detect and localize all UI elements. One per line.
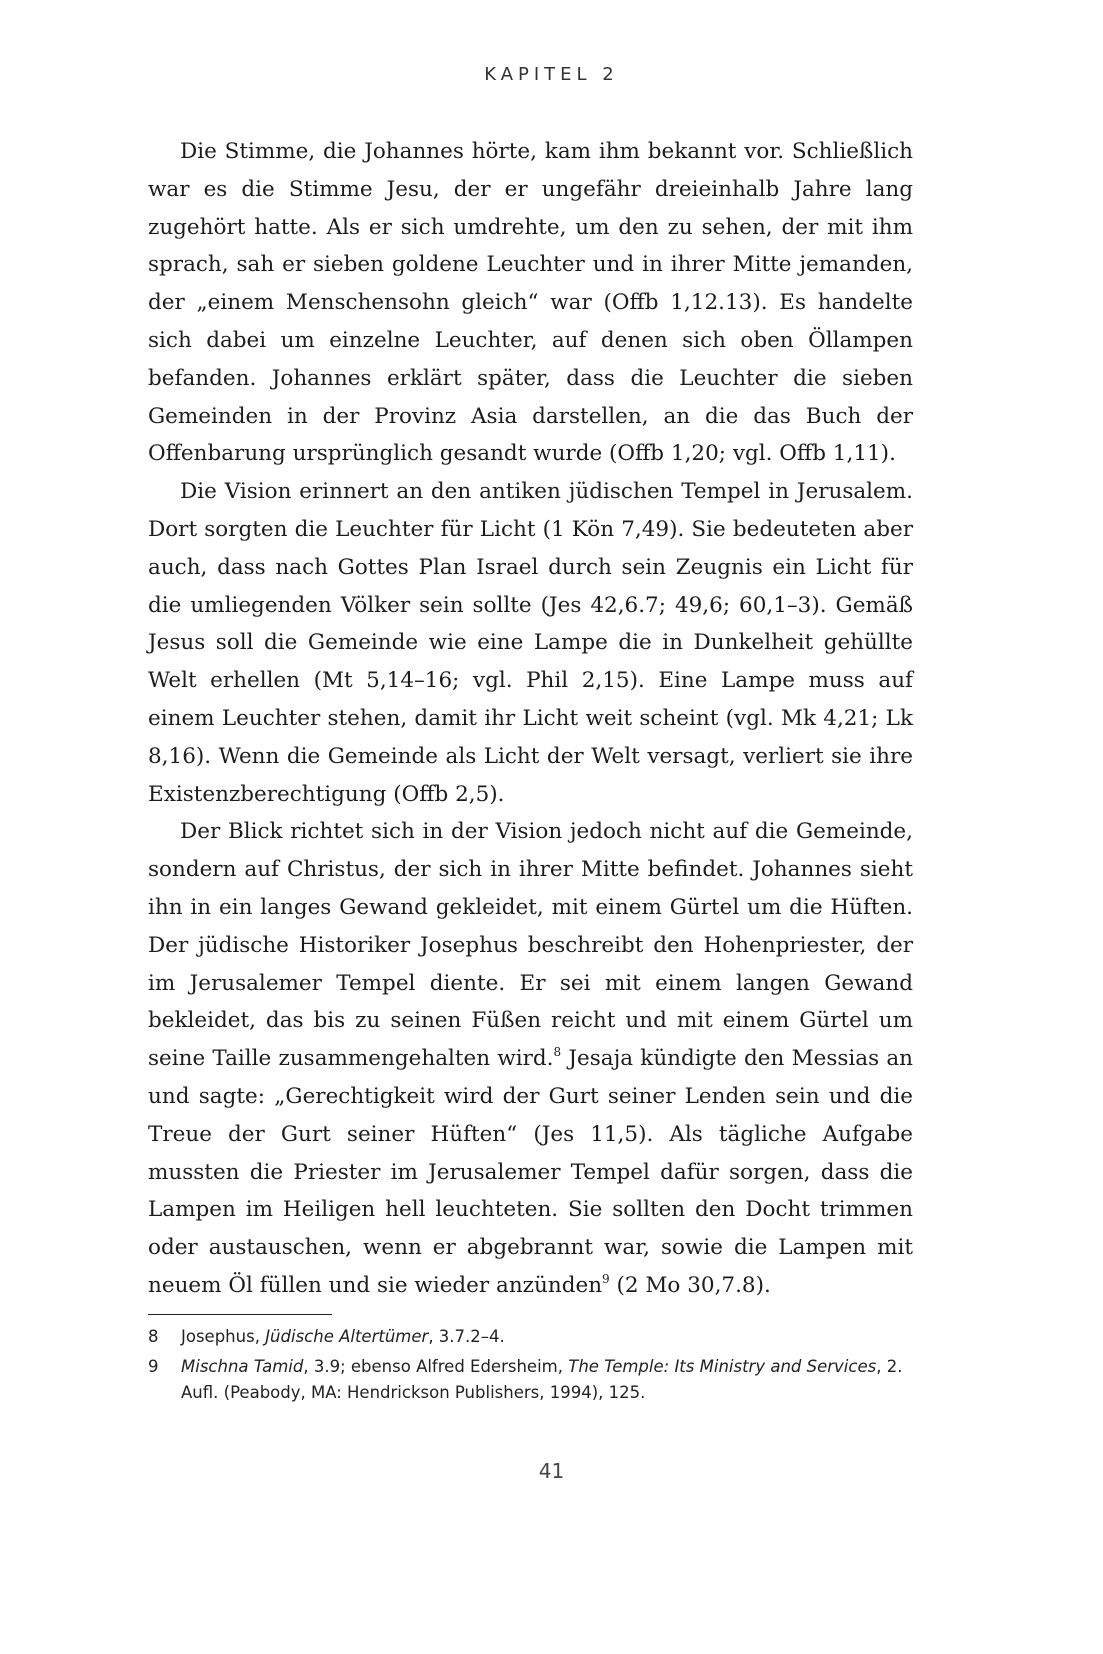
paragraph-2: Die Vision erinnert an den antiken jüdischen Tempel in Jerusalem. Dort sorgten die Leuchter für Licht (1 Kön 7,49). Sie bedeuteten aber auch, dass nach Gottes Plan Israel durch sein Zeugnis ein Licht für die umliegenden Völker sein sollte (Jes 42,6.7; 49,6; 60,1–3). Gemäß Jesus soll die Gemeinde wie eine Lampe die in Dunkelheit gehüllte Welt erhellen (Mt 5,14–16; vgl. Phil 2,15). Eine Lampe muss auf einem Leuchter stehen, damit ihr Licht weit scheint (vgl. Mk 4,21; Lk 8,16). Wenn die Gemeinde als Licht der Welt versagt, verliert sie ihre Existenzberechtigung (Offb 2,5).: [148, 479, 913, 807]
footnote-work-title: Jüdische Altertümer: [265, 1327, 429, 1346]
paragraph-1: Die Stimme, die Johannes hörte, kam ihm bekannt vor. Schließlich war es die Stimme Jesu, der er ungefähr dreieinhalb Jahre lang zugehört hatte. Als er sich umdrehte, um den zu sehen, der mit ihm sprach, sah er sieben goldene Leuchter und in ihrer Mitte jemanden, der „einem Menschensohn gleich“ war (Offb 1,12.13). Es handelte sich dabei um einzelne Leuchter, auf denen sich oben Öllampen befanden. Johannes erklärt später, dass die Leuchter die sieben Gemeinden in der Provinz Asia darstellen, an die das Buch der Offenbarung ursprünglich gesandt wurde (Offb 1,20; vgl. Offb 1,11).: [148, 139, 913, 467]
footnote-text-pre: Josephus,: [181, 1327, 266, 1346]
body-text: [148, 133, 913, 1305]
running-head: KAPITEL 2: [484, 64, 619, 85]
footnote-text-post: , 2. Aufl. (Peabody, MA: Hendrickson Publishers, 1994), 125.: [181, 1357, 903, 1402]
paragraph-3-part-3: (2 Mo 30,7.8).: [609, 1272, 771, 1298]
footnote-9: [148, 1354, 913, 1406]
paragraph-3-part-2: Jesaja kündigte den Messias an und sagte: „Gerechtigkeit wird der Gurt seiner Lenden sein und die Treue der Gurt seiner Hüften“ (Jes 11,5). Als tägliche Aufgabe mussten die Priester im Jerusalemer Tempel dafür sorgen, dass die Lampen im Heiligen hell leuchteten. Sie sollten den Docht trimmen oder austauschen, wenn er abgebrannt war, sowie die Lampen mit neuem Öl füllen und sie wieder anzünden: [148, 1046, 914, 1298]
footnote-8: [148, 1324, 913, 1350]
paragraph-3-part-1: Der Blick richtet sich in der Vision jedoch nicht auf die Gemeinde, sondern auf Christus, der sich in ihrer Mitte befindet. Johannes sieht ihn in ein langes Gewand gekleidet, mit einem Gürtel um die Hüften. Der jüdische Historiker Josephus beschreibt den Hohenpriester, der im Jerusalemer Tempel diente. Er sei mit einem langen Gewand bekleidet, das bis zu seinen Füßen reicht und mit einem Gürtel um seine Taille zusammengehalten wird.: [148, 819, 913, 1072]
footnote-number: 9: [148, 1357, 159, 1376]
footnote-text: [181, 1324, 913, 1350]
footnote-ref-9[interactable]: 9: [602, 1271, 610, 1286]
footnote-ref-8[interactable]: 8: [553, 1045, 562, 1060]
paragraph-3: [148, 813, 913, 1304]
footnote-text: [181, 1354, 913, 1406]
footnote-text-post: , 3.7.2–4.: [428, 1327, 505, 1346]
footnote-work-title: Mischna Tamid: [181, 1357, 304, 1376]
footnote-divider: [148, 1314, 332, 1315]
footnote-number: 8: [148, 1327, 159, 1346]
footnotes: [148, 1324, 913, 1410]
footnote-text-mid: , 3.9; ebenso Alfred Edersheim,: [303, 1357, 569, 1376]
page-number: 41: [538, 1459, 565, 1483]
footnote-work-title-2: The Temple: Its Ministry and Services: [568, 1357, 877, 1376]
